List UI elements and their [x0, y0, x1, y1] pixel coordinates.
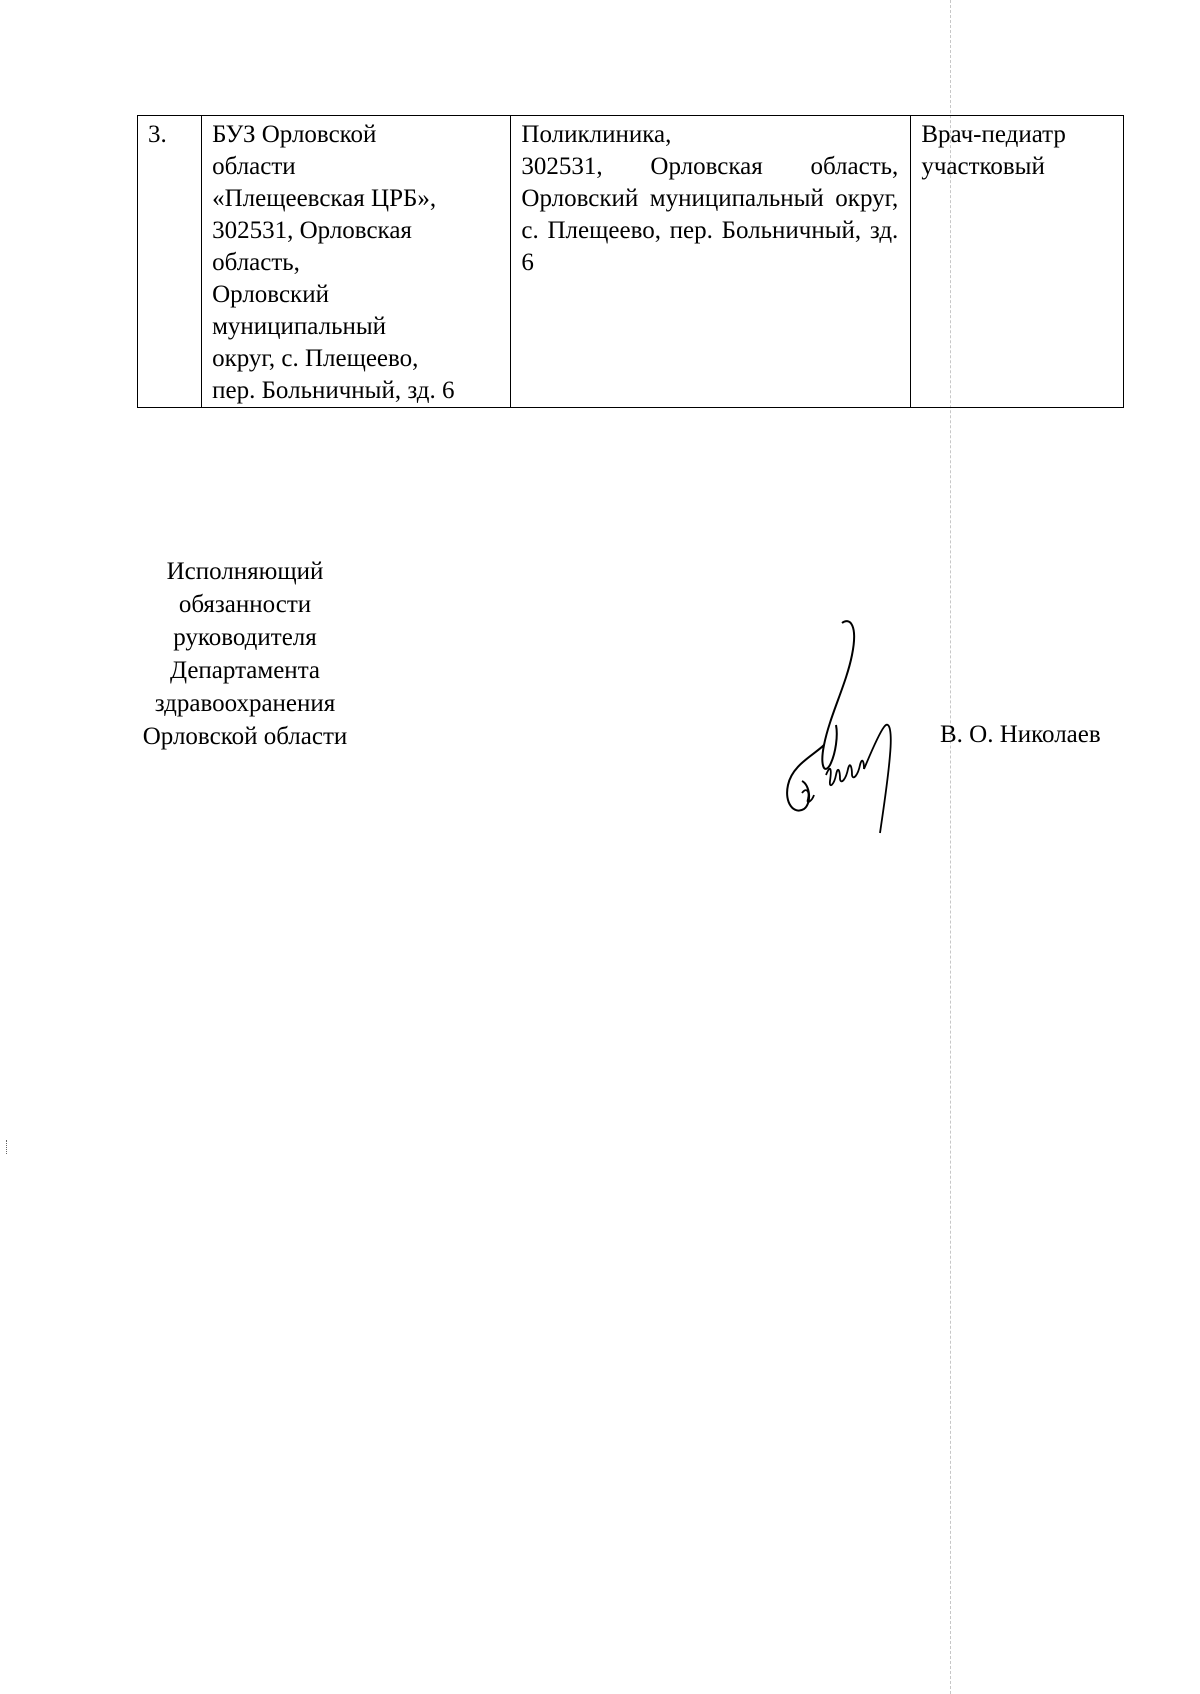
- signer-title-line: Орловской области: [142, 723, 348, 750]
- signer-title-line: Департамента: [169, 657, 321, 684]
- signer-title-line: здравоохранения: [154, 690, 336, 717]
- signer-title-line: обязанности: [178, 591, 312, 618]
- scan-artifact: [6, 1140, 9, 1154]
- address-cell: Поликлиника, 302531, Орловская область, Орловский муниципальный округ, с. Плещеево, пер. Больничный, зд. 6: [511, 116, 911, 408]
- position-cell: Врач-педиатр участковый: [911, 116, 1124, 408]
- row-number-cell: 3.: [138, 116, 202, 408]
- signer-title-line: Исполняющий: [166, 558, 324, 585]
- table-row: [138, 116, 1124, 408]
- signer-title-line: руководителя: [173, 624, 317, 651]
- signer-name: В. О. Николаев: [940, 721, 1101, 748]
- facilities-table: [137, 115, 1124, 408]
- signer-title: [120, 555, 370, 753]
- handwritten-signature: [780, 615, 910, 845]
- organization-cell: БУЗ Орловской области «Плещеевская ЦРБ», 302531, Орловская область, Орловский муниципальный округ, с. Плещеево, пер. Больничный, зд. 6: [202, 116, 511, 408]
